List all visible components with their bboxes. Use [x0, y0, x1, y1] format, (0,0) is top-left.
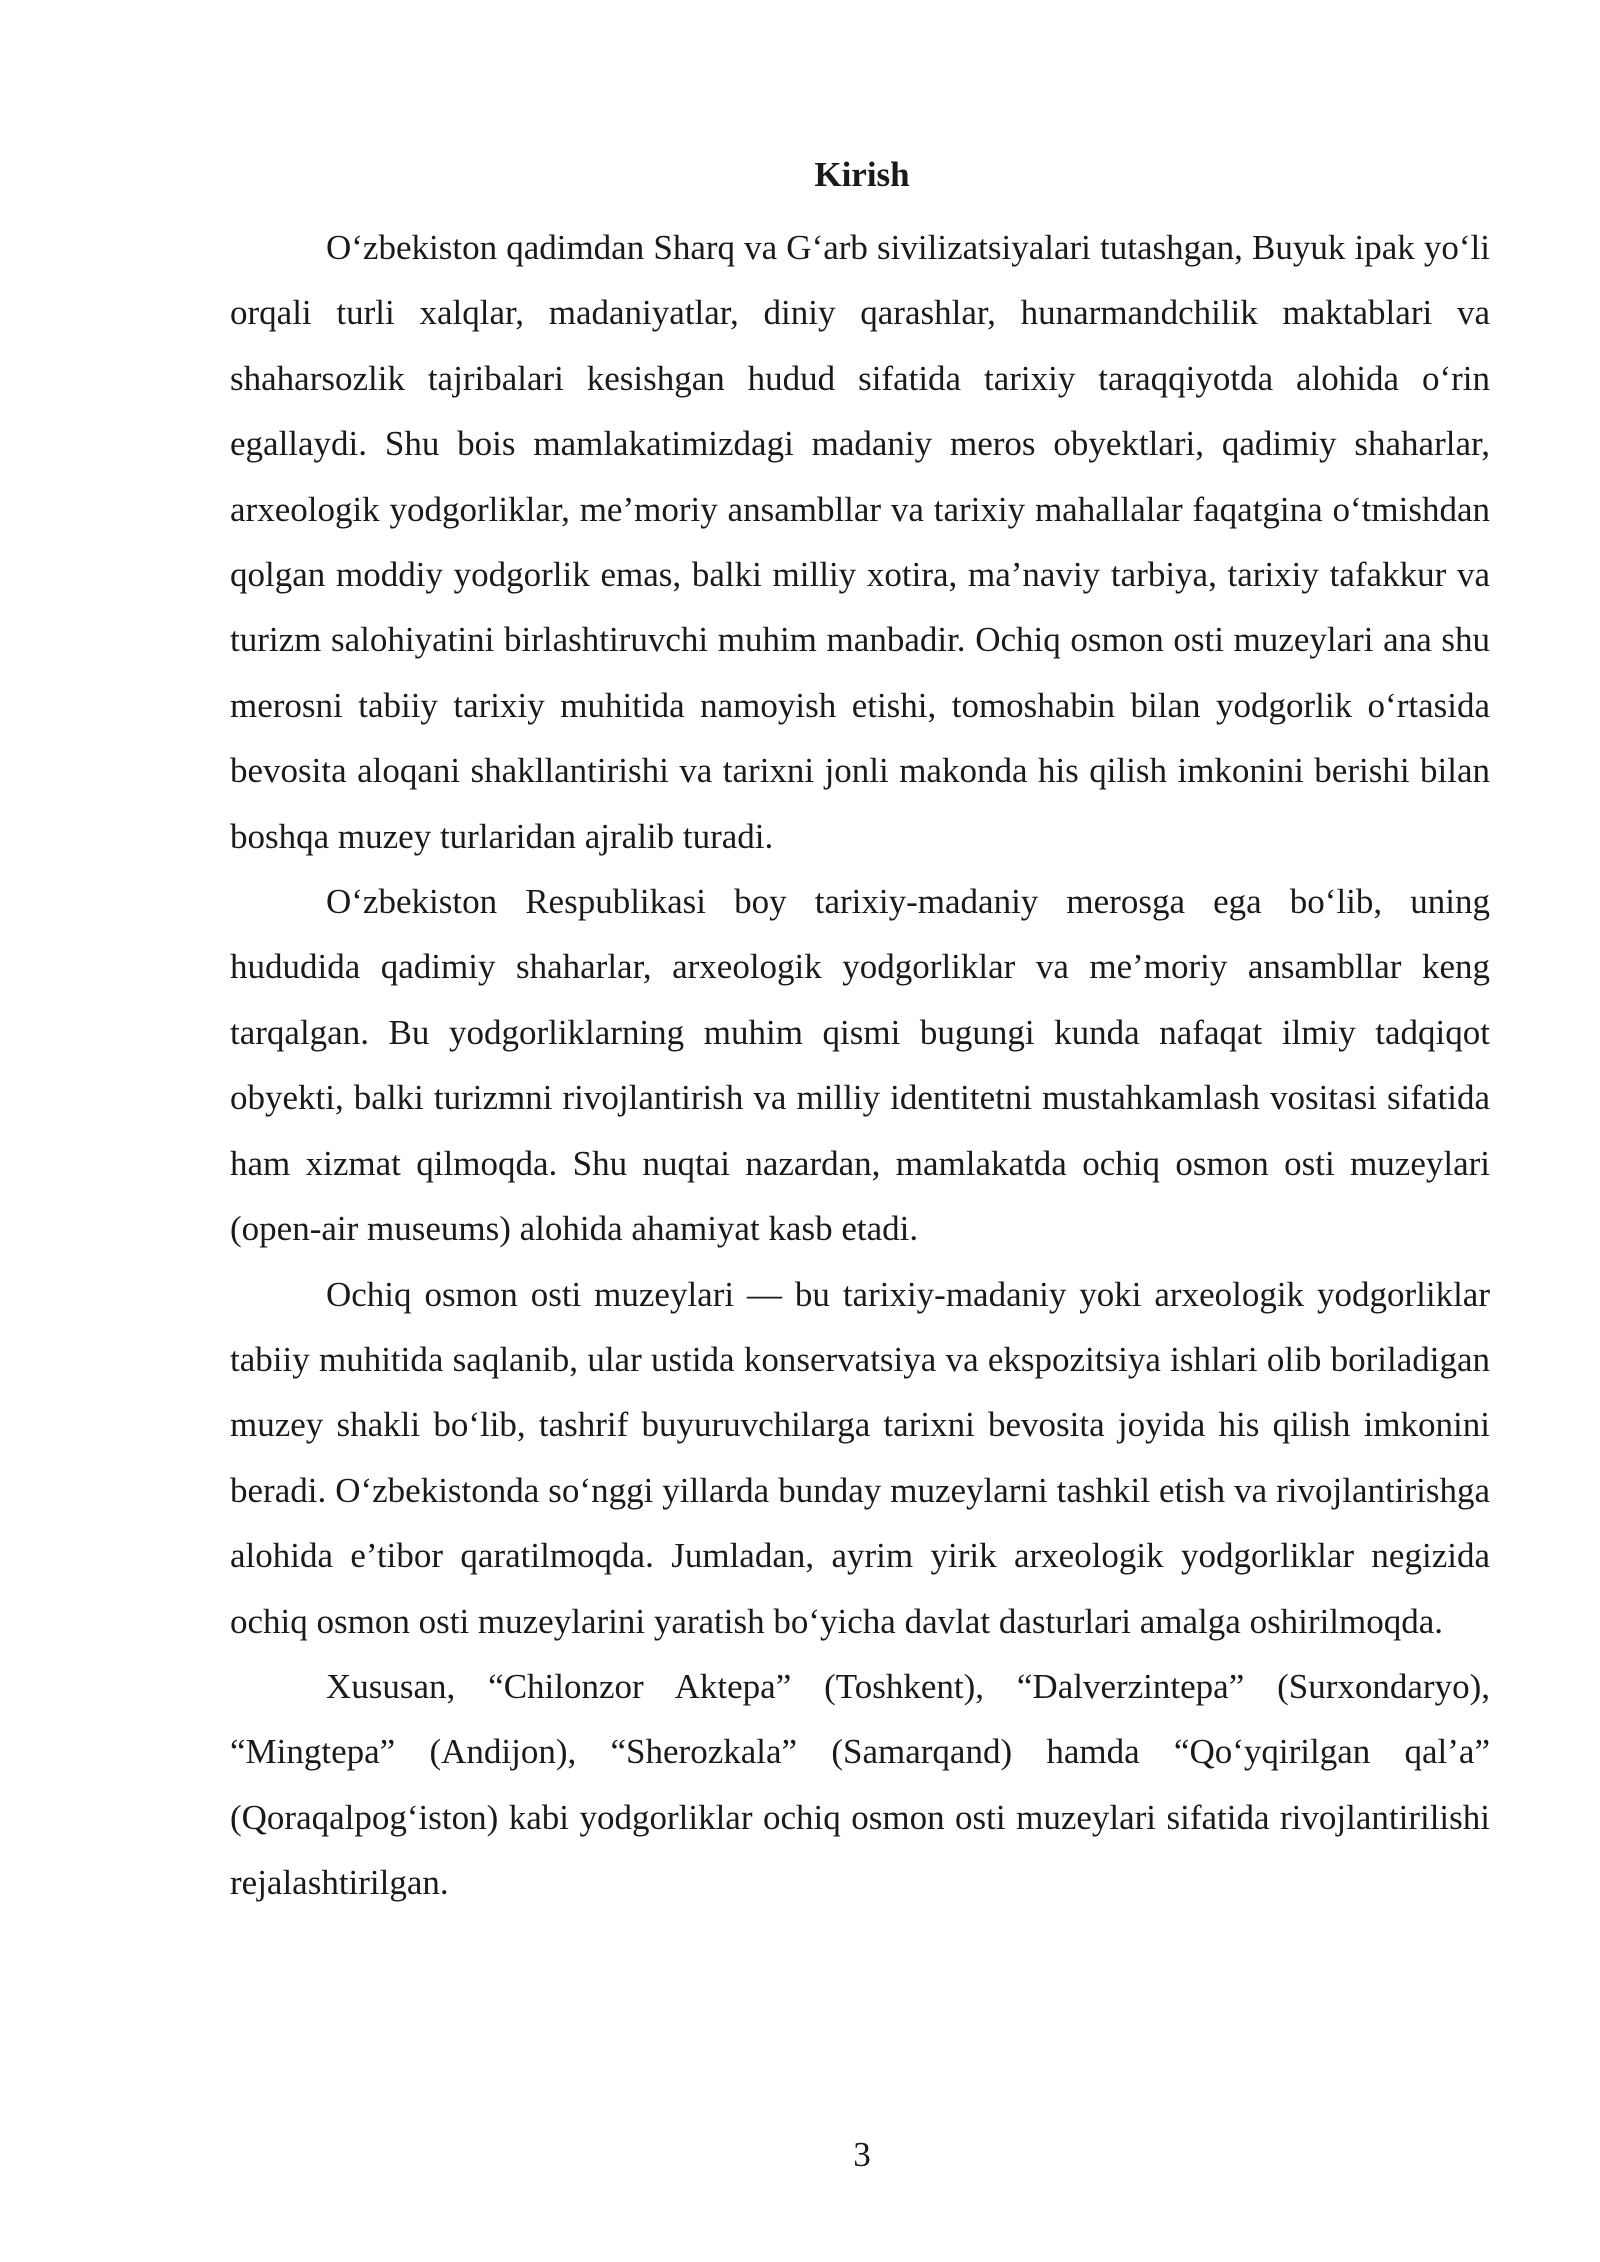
paragraph-4: Xususan, “Chilonzor Aktepa” (Toshkent), “Dalverzintepa” (Surxondaryo), “Mingtepa” (Andijon), “Sherozkala” (Samarqand) hamda “Qo‘yqirilgan qal’a” (Qoraqalpog‘iston) kabi yodgorliklar ochiq osmon osti muzeylari sifatida rivojlantirilishi rejalashtirilgan. [230, 1666, 1490, 1903]
paragraph-3: Ochiq osmon osti muzeylari — bu tarixiy-madaniy yoki arxeologik yodgorliklar tabiiy muhitida saqlanib, ular ustida konservatsiya va ekspozitsiya ishlari olib boriladigan muzey shakli bo‘lib, tashrif buyuruvchilarga tarixni bevosita joyida his qilish imkonini beradi. O‘zbekistonda so‘nggi yillarda bunday muzeylarni tashkil etish va rivojlantirishga alohida e’tibor qaratilmoqda. Jumladan, ayrim yirik arxeologik yodgorliklar negizida ochiq osmon osti muzeylarini yaratish bo‘yicha davlat dasturlari amalga oshirilmoqda. [230, 1274, 1490, 1641]
paragraph-1: O‘zbekiston qadimdan Sharq va G‘arb sivilizatsiyalari tutashgan, Buyuk ipak yo‘li orqali turli xalqlar, madaniyatlar, diniy qarashlar, hunarmandchilik maktablari va shaharsozlik tajribalari kesishgan hudud sifatida tarixiy taraqqiyotda alohida o‘rin egallaydi. Shu bois mamlakatimizdagi madaniy meros obyektlari, qadimiy shaharlar, arxeologik yodgorliklar, me’moriy ansambllar va tarixiy mahallalar faqatgina o‘tmishdan qolgan moddiy yodgorlik emas, balki milliy xotira, ma’naviy tarbiya, tarixiy tafakkur va turizm salohiyatini birlashtiruvchi muhim manbadir. Ochiq osmon osti muzeylari ana shu merosni tabiiy tarixiy muhitida namoyish etishi, tomoshabin bilan yodgorlik o‘rtasida bevosita aloqani shakllantirishi va tarixni jonli makonda his qilish imkonini berishi bilan boshqa muzey turlaridan ajralib turadi. [230, 228, 1490, 856]
paragraph-2: O‘zbekiston Respublikasi boy tarixiy-madaniy merosga ega bo‘lib, uning hududida qadimiy shaharlar, arxeologik yodgorliklar va me’moriy ansambllar keng tarqalgan. Bu yodgorliklarning muhim qismi bugungi kunda nafaqat ilmiy tadqiqot obyekti, balki turizmni rivojlantirish va milliy identitetni mustahkamlash vositasi sifatida ham xizmat qilmoqda. Shu nuqtai nazardan, mamlakatda ochiq osmon osti muzeylari (open-air museums) alohida ahamiyat kasb etadi. [230, 882, 1490, 1249]
document-body [230, 215, 1490, 1916]
page-number: 3 [853, 2135, 871, 2174]
page-title: Kirish [814, 155, 910, 194]
